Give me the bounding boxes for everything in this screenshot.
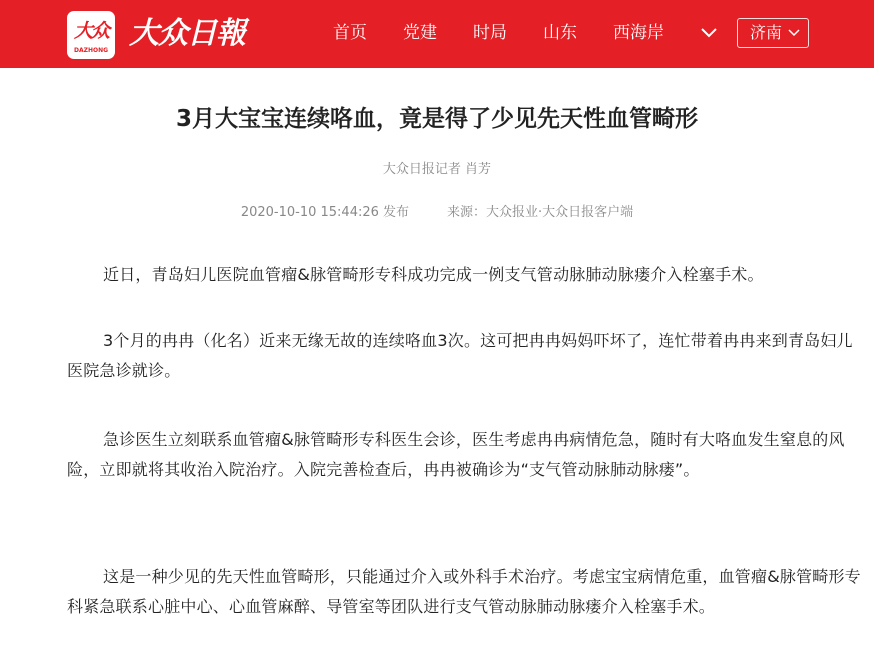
article-paragraph: 3个月的冉冉（化名）近来无缘无故的连续咯血3次。这可把冉冉妈妈吓坏了，连忙带着冉冉来到青岛妇儿医院急诊就诊。 — [67, 331, 853, 380]
article-paragraph: 这是一种少见的先天性血管畸形，只能通过介入或外科手术治疗。考虑宝宝病情危重，血管瘤&脉管畸形专科紧急联系心脏中心、心血管麻醉、导管室等团队进行支气管动脉肺动脉瘘介入栓塞手术。 — [67, 567, 861, 616]
publish-date: 2020-10-10 15:44:26 发布 — [240, 205, 410, 220]
dazhong-logo[interactable] — [67, 11, 115, 59]
nav-item-shandong[interactable]: 山东 — [543, 23, 577, 43]
city-selector[interactable] — [737, 18, 809, 48]
logo-glyph: 大众 — [73, 20, 108, 42]
top-navigation-bar — [0, 0, 874, 68]
logo-subtext: DAZHONG — [73, 47, 109, 54]
masthead-title[interactable]: 大众日報 — [129, 16, 245, 51]
chevron-down-icon[interactable] — [700, 24, 718, 42]
article-source: 来源：大众报业·大众日报客户端 — [447, 205, 634, 220]
article-paragraph: 近日，青岛妇儿医院血管瘤&脉管畸形专科成功完成一例支气管动脉肺动脉瘘介入栓塞手术。 — [103, 265, 764, 284]
article-paragraph: 急诊医生立刻联系血管瘤&脉管畸形专科医生会诊，医生考虑冉冉病情危急，随时有大咯血发生窒息的风险，立即就将其收治入院治疗。入院完善检查后，冉冉被确诊为“支气管动脉肺动脉瘘”。 — [67, 430, 845, 479]
article-byline: 大众日报记者 肖芳 — [382, 162, 492, 177]
article-title: 3月大宝宝连续咯血，竟是得了少见先天性血管畸形 — [175, 106, 698, 132]
nav-item-party[interactable]: 党建 — [403, 23, 437, 43]
nav-item-west-coast[interactable]: 西海岸 — [613, 23, 664, 43]
article-meta — [0, 201, 874, 220]
nav-item-current-affairs[interactable]: 时局 — [473, 23, 507, 43]
nav-item-home[interactable]: 首页 — [333, 23, 367, 43]
city-label: 济南 — [750, 23, 783, 42]
chevron-down-icon — [788, 28, 800, 38]
